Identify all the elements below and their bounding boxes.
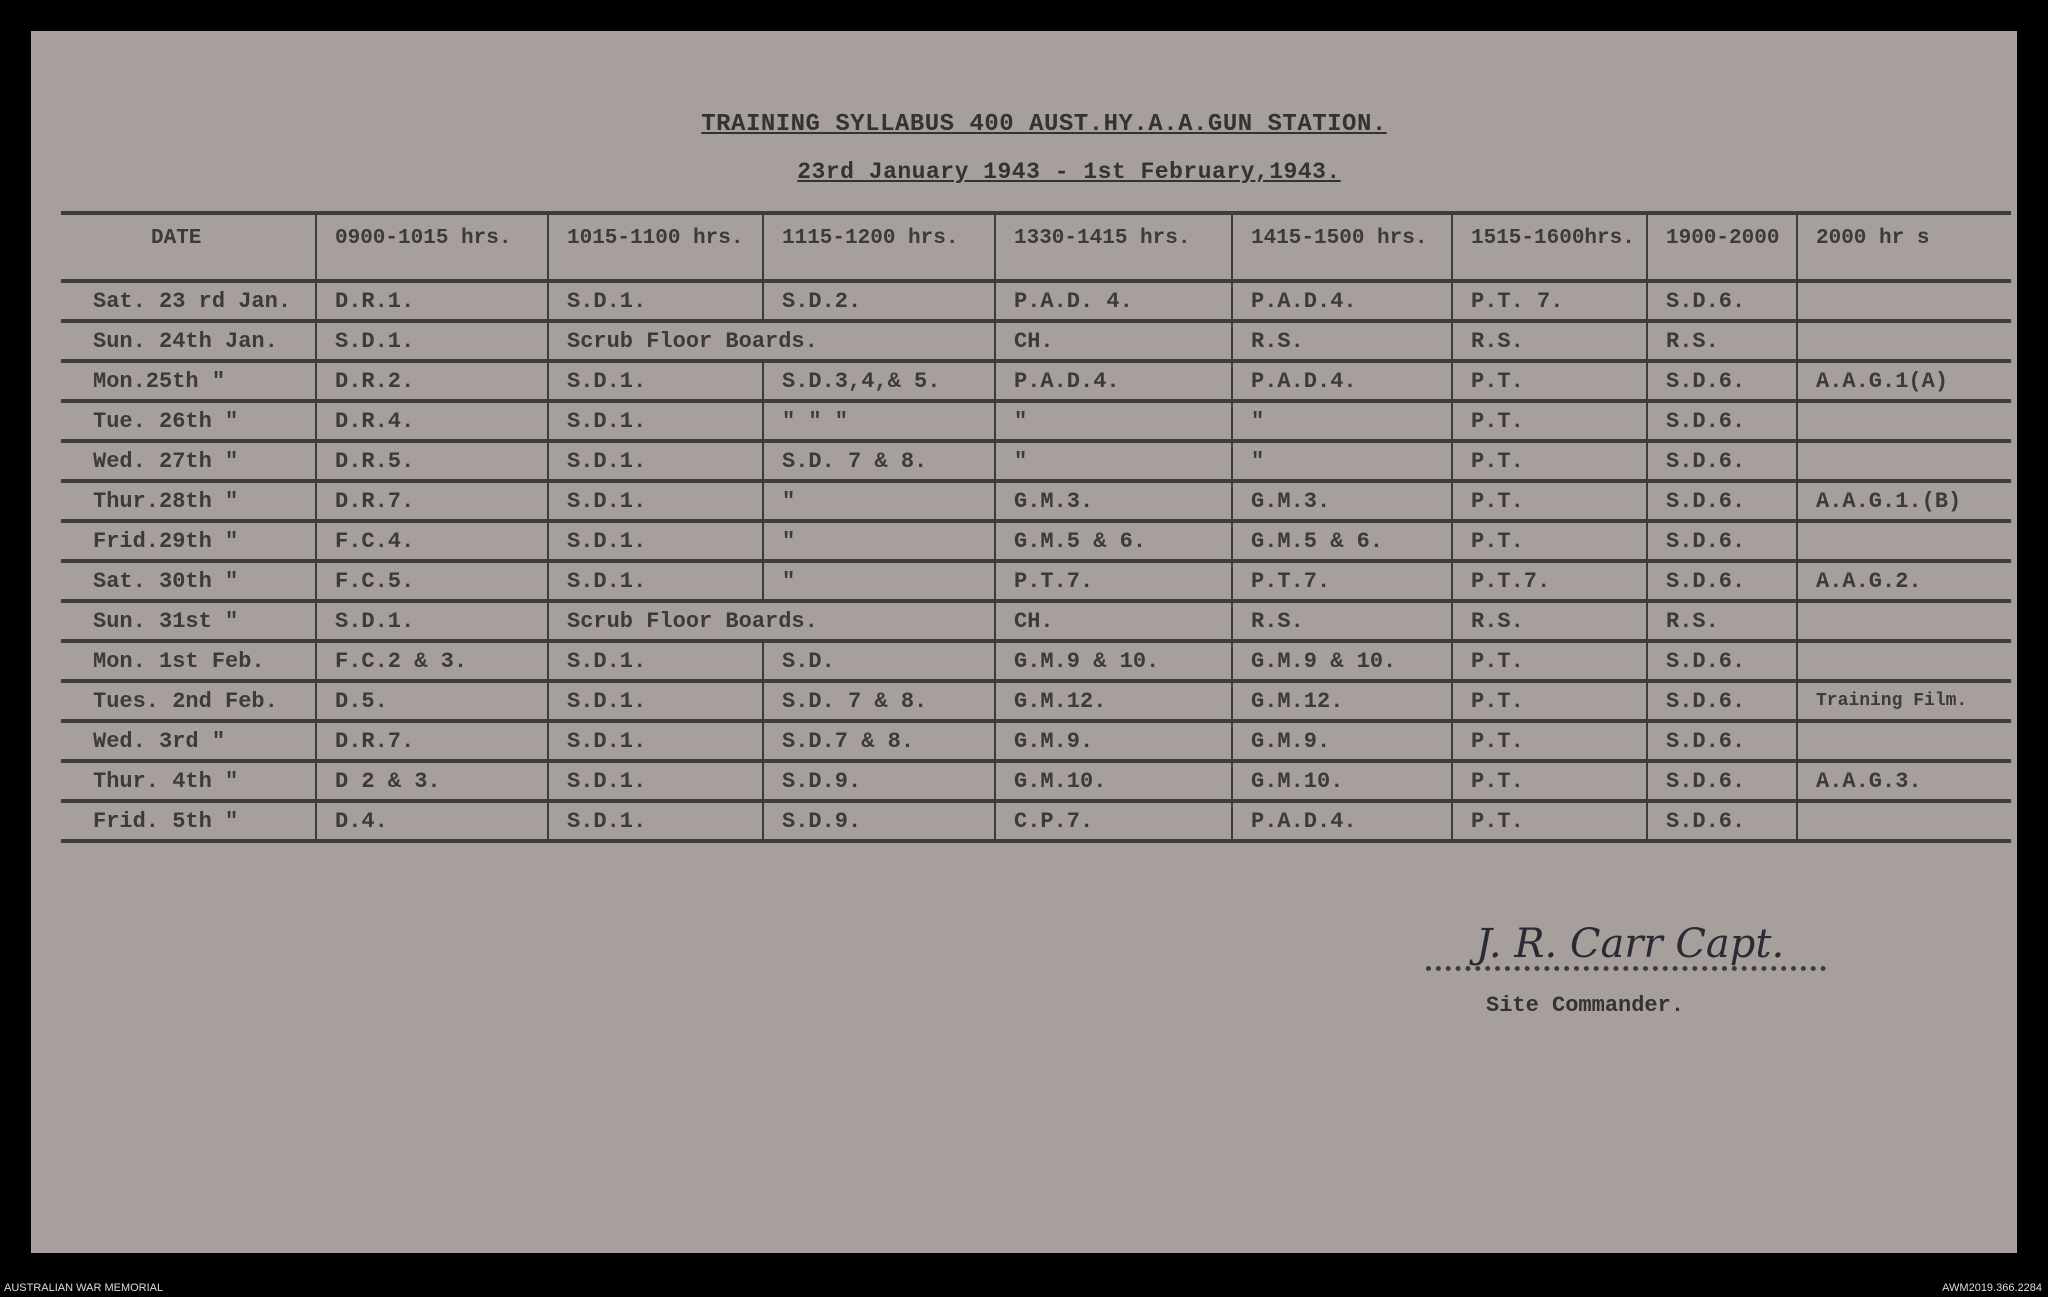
- cell: S.D.3,4,& 5.: [763, 361, 995, 401]
- cell: ": [763, 561, 995, 601]
- cell: S.D.6.: [1647, 521, 1797, 561]
- cell: D.R.7.: [316, 721, 548, 761]
- table-row: [61, 321, 2011, 361]
- cell: S.D.1.: [548, 761, 763, 801]
- cell: R.S.: [1647, 601, 1797, 641]
- site-commander-label: Site Commander.: [1486, 993, 1685, 1018]
- cell: S.D.6.: [1647, 561, 1797, 601]
- cell: G.M.12.: [1232, 681, 1452, 721]
- cell: R.S.: [1452, 601, 1647, 641]
- cell: [1797, 321, 2011, 361]
- cell: S.D.: [763, 641, 995, 681]
- row-date: Sat. 30th ": [61, 561, 316, 601]
- cell: S.D.6.: [1647, 641, 1797, 681]
- row-date: Wed. 27th ": [61, 441, 316, 481]
- cell: P.T.: [1452, 641, 1647, 681]
- row-date: Tues. 2nd Feb.: [61, 681, 316, 721]
- table-row: [61, 521, 2011, 561]
- cell: S.D.6.: [1647, 761, 1797, 801]
- row-date: Sun. 31st ": [61, 601, 316, 641]
- cell: [1797, 721, 2011, 761]
- table-row: [61, 761, 2011, 801]
- cell: P.T.: [1452, 681, 1647, 721]
- header-1015: 1015-1100 hrs.: [548, 213, 763, 281]
- cell: S.D.1.: [548, 681, 763, 721]
- cell: P.T.7.: [1452, 561, 1647, 601]
- row-date: Sat. 23 rd Jan.: [61, 281, 316, 321]
- cell: P.T.: [1452, 721, 1647, 761]
- header-1900: 1900-2000: [1647, 213, 1797, 281]
- cell: G.M.9 & 10.: [1232, 641, 1452, 681]
- cell: G.M.10.: [995, 761, 1232, 801]
- cell: " " ": [763, 401, 995, 441]
- cell: S.D.9.: [763, 761, 995, 801]
- cell: P.T.7.: [1232, 561, 1452, 601]
- cell: D.5.: [316, 681, 548, 721]
- header-1330: 1330-1415 hrs.: [995, 213, 1232, 281]
- cell: S.D. 7 & 8.: [763, 441, 995, 481]
- table-row: [61, 401, 2011, 441]
- cell: G.M.5 & 6.: [1232, 521, 1452, 561]
- cell: A.A.G.1(A): [1797, 361, 2011, 401]
- cell: P.A.D.4.: [995, 361, 1232, 401]
- table-row: [61, 281, 2011, 321]
- cell: D.R.7.: [316, 481, 548, 521]
- cell: S.D.2.: [763, 281, 995, 321]
- cell: D.R.2.: [316, 361, 548, 401]
- cell: P.T.: [1452, 361, 1647, 401]
- cell: CH.: [995, 321, 1232, 361]
- table-row: [61, 721, 2011, 761]
- cell: S.D.1.: [548, 721, 763, 761]
- cell: Training Film.: [1797, 681, 2011, 721]
- row-date: Frid.29th ": [61, 521, 316, 561]
- cell: A.A.G.1.(B): [1797, 481, 2011, 521]
- cell: [1797, 281, 2011, 321]
- document-page: [31, 31, 2017, 1253]
- footer-source: AUSTRALIAN WAR MEMORIAL: [4, 1282, 164, 1294]
- table-row: [61, 601, 2011, 641]
- header-2000: 2000 hr s: [1797, 213, 2011, 281]
- cell: R.S.: [1452, 321, 1647, 361]
- cell: [1797, 801, 2011, 841]
- cell: D 2 & 3.: [316, 761, 548, 801]
- table-row: [61, 641, 2011, 681]
- header-0900: 0900-1015 hrs.: [316, 213, 548, 281]
- header-1415: 1415-1500 hrs.: [1232, 213, 1452, 281]
- cell: S.D.6.: [1647, 281, 1797, 321]
- cell: P.T.: [1452, 401, 1647, 441]
- cell: ": [1232, 401, 1452, 441]
- table-row: [61, 801, 2011, 841]
- cell: ": [995, 401, 1232, 441]
- cell: P.A.D.4.: [1232, 801, 1452, 841]
- footer-id: AWM2019.366.2284: [1942, 1282, 2042, 1294]
- cell: S.D.1.: [548, 401, 763, 441]
- cell: S.D. 7 & 8.: [763, 681, 995, 721]
- cell: G.M.9.: [1232, 721, 1452, 761]
- cell: G.M.5 & 6.: [995, 521, 1232, 561]
- cell: R.S.: [1232, 601, 1452, 641]
- cell: G.M.9 & 10.: [995, 641, 1232, 681]
- cell: A.A.G.3.: [1797, 761, 2011, 801]
- cell: R.S.: [1232, 321, 1452, 361]
- cell: ": [995, 441, 1232, 481]
- cell: P.A.D.4.: [1232, 281, 1452, 321]
- training-syllabus-table: [61, 211, 2011, 843]
- cell: P.A.D.4.: [1232, 361, 1452, 401]
- document-subtitle: 23rd January 1943 - 1st February,1943.: [797, 159, 1341, 185]
- table-header-row: [61, 213, 2011, 281]
- cell: S.D.6.: [1647, 441, 1797, 481]
- cell: S.D.6.: [1647, 681, 1797, 721]
- cell: ": [763, 521, 995, 561]
- table-row: [61, 561, 2011, 601]
- cell: S.D.1.: [548, 361, 763, 401]
- cell: P.T.7.: [995, 561, 1232, 601]
- cell: S.D.1.: [548, 641, 763, 681]
- cell: A.A.G.2.: [1797, 561, 2011, 601]
- cell: [1797, 441, 2011, 481]
- row-date: Sun. 24th Jan.: [61, 321, 316, 361]
- table-row: [61, 441, 2011, 481]
- cell: S.D.1.: [548, 561, 763, 601]
- row-date: Tue. 26th ": [61, 401, 316, 441]
- cell: S.D.1.: [548, 521, 763, 561]
- cell: S.D.1.: [548, 441, 763, 481]
- cell: Scrub Floor Boards.: [548, 601, 995, 641]
- cell: P.T.: [1452, 441, 1647, 481]
- cell: P.T. 7.: [1452, 281, 1647, 321]
- cell: [1797, 401, 2011, 441]
- cell: P.T.: [1452, 481, 1647, 521]
- table-row: [61, 481, 2011, 521]
- cell: G.M.10.: [1232, 761, 1452, 801]
- cell: S.D.1.: [316, 601, 548, 641]
- cell: ": [1232, 441, 1452, 481]
- row-date: Wed. 3rd ": [61, 721, 316, 761]
- table-row: [61, 361, 2011, 401]
- cell: S.D.1.: [548, 281, 763, 321]
- cell: [1797, 521, 2011, 561]
- cell: G.M.3.: [995, 481, 1232, 521]
- cell: G.M.9.: [995, 721, 1232, 761]
- cell: F.C.5.: [316, 561, 548, 601]
- row-date: Frid. 5th ": [61, 801, 316, 841]
- cell: S.D.1.: [548, 481, 763, 521]
- cell: F.C.4.: [316, 521, 548, 561]
- cell: D.R.4.: [316, 401, 548, 441]
- cell: CH.: [995, 601, 1232, 641]
- signature-line: [1426, 966, 1826, 971]
- cell: S.D.6.: [1647, 801, 1797, 841]
- cell: [1797, 641, 2011, 681]
- cell: D.4.: [316, 801, 548, 841]
- row-date: Thur.28th ": [61, 481, 316, 521]
- cell: C.P.7.: [995, 801, 1232, 841]
- cell: G.M.3.: [1232, 481, 1452, 521]
- cell: D.R.5.: [316, 441, 548, 481]
- cell: S.D.6.: [1647, 721, 1797, 761]
- cell: P.A.D. 4.: [995, 281, 1232, 321]
- cell: S.D.6.: [1647, 481, 1797, 521]
- cell: Scrub Floor Boards.: [548, 321, 995, 361]
- cell: S.D.1.: [548, 801, 763, 841]
- cell: S.D.7 & 8.: [763, 721, 995, 761]
- cell: G.M.12.: [995, 681, 1232, 721]
- cell: P.T.: [1452, 521, 1647, 561]
- header-1515: 1515-1600hrs.: [1452, 213, 1647, 281]
- cell: [1797, 601, 2011, 641]
- cell: P.T.: [1452, 801, 1647, 841]
- row-date: Thur. 4th ": [61, 761, 316, 801]
- cell: D.R.1.: [316, 281, 548, 321]
- cell: P.T.: [1452, 761, 1647, 801]
- cell: ": [763, 481, 995, 521]
- document-title: TRAINING SYLLABUS 400 AUST.HY.A.A.GUN STATION.: [701, 111, 1387, 138]
- table-row: [61, 681, 2011, 721]
- row-date: Mon.25th ": [61, 361, 316, 401]
- header-1115: 1115-1200 hrs.: [763, 213, 995, 281]
- cell: S.D.9.: [763, 801, 995, 841]
- cell: F.C.2 & 3.: [316, 641, 548, 681]
- cell: S.D.6.: [1647, 401, 1797, 441]
- row-date: Mon. 1st Feb.: [61, 641, 316, 681]
- cell: S.D.6.: [1647, 361, 1797, 401]
- cell: S.D.1.: [316, 321, 548, 361]
- signature: J. R. Carr Capt.: [1476, 921, 1785, 967]
- header-date: DATE: [61, 213, 316, 281]
- cell: R.S.: [1647, 321, 1797, 361]
